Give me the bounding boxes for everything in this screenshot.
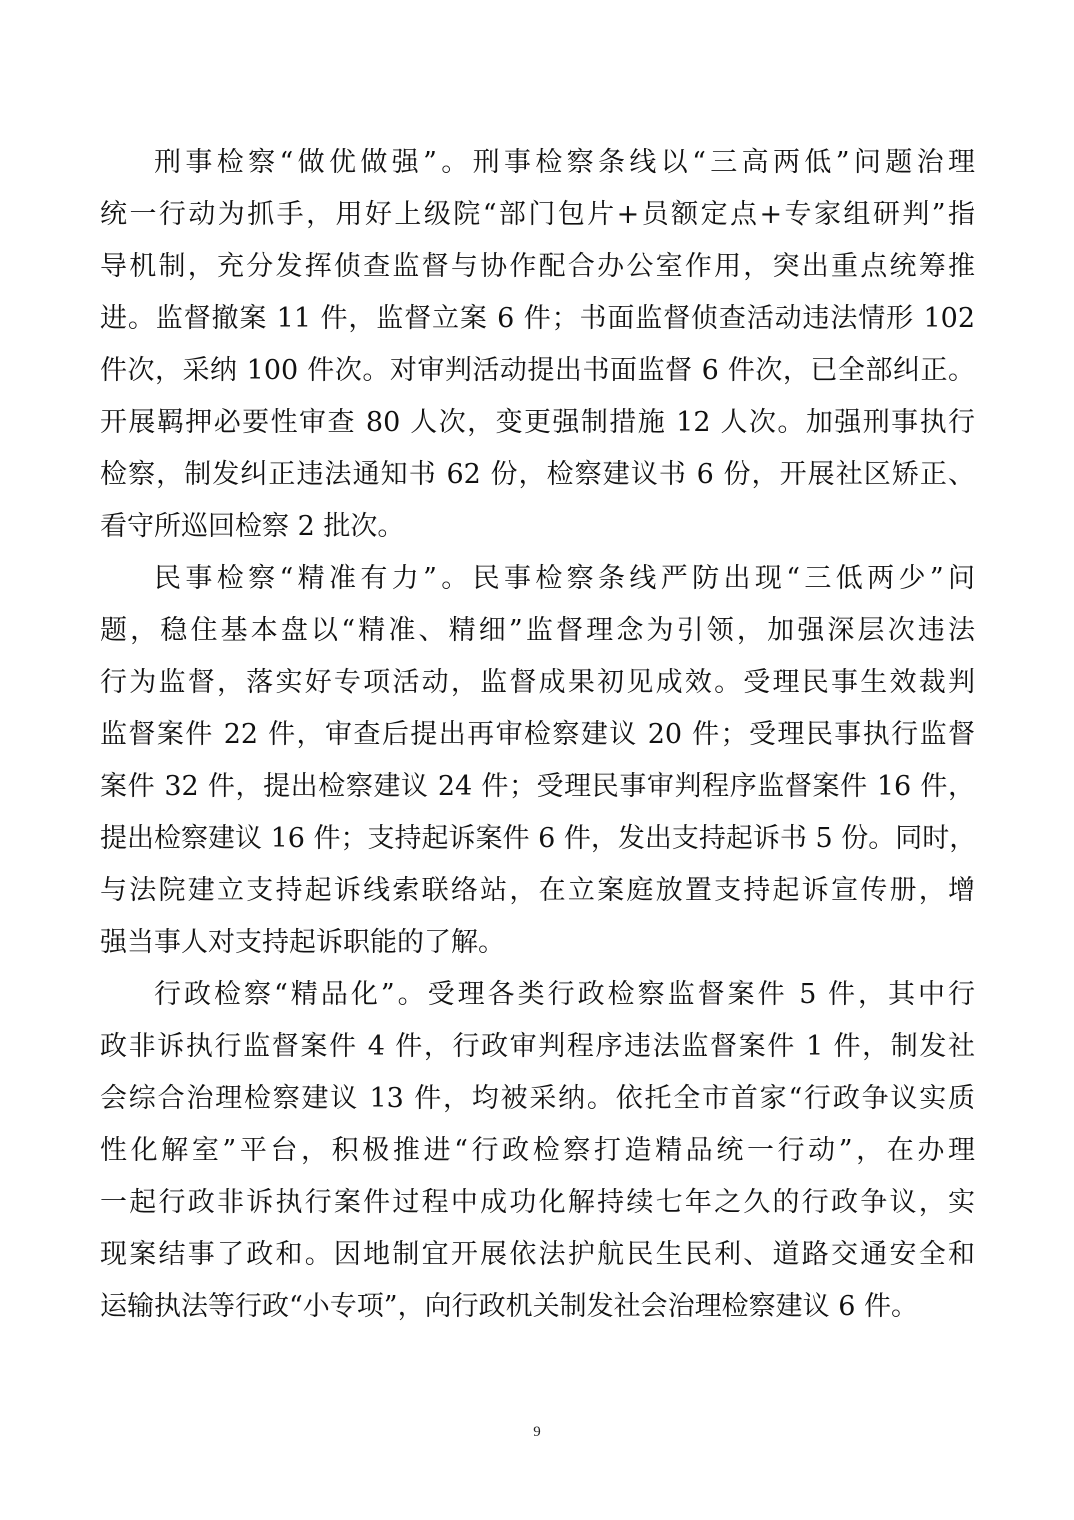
text-line: 强当事人对支持起诉职能的了解。 — [100, 927, 505, 958]
body-text — [100, 137, 975, 1333]
text-line: 件次，采纳 100 件次。对审判活动提出书面监督 6 件次，已全部纠正。 — [100, 355, 975, 386]
text-line: 一起行政非诉执行案件过程中成功化解持续七年之久的行政争议，实 — [100, 1187, 975, 1218]
text-line: 会综合治理检察建议 13 件，均被采纳。依托全市首家“行政争议实质 — [100, 1083, 975, 1114]
text-line: 运输执法等行政“小专项”，向行政机关制发社会治理检察建议 6 件。 — [100, 1291, 918, 1322]
text-line: 行为监督，落实好专项活动，监督成果初见成效。受理民事生效裁判 — [100, 667, 975, 698]
text-line: 题，稳住基本盘以“精准、精细”监督理念为引领，加强深层次违法 — [100, 615, 975, 646]
page-number: 9 — [533, 1424, 541, 1440]
text-line: 进。监督撤案 11 件，监督立案 6 件；书面监督侦查活动违法情形 102 — [100, 303, 975, 334]
text-line: 导机制，充分发挥侦查监督与协作配合办公室作用，突出重点统筹推 — [100, 251, 975, 282]
text-line: 性化解室”平台，积极推进“行政检察打造精品统一行动”，在办理 — [100, 1135, 975, 1166]
text-line: 提出检察建议 16 件；支持起诉案件 6 件，发出支持起诉书 5 份。同时， — [100, 823, 977, 854]
paragraph-administrative-procuratorate — [100, 969, 975, 1333]
paragraph-civil-procuratorate — [100, 553, 975, 969]
text-line: 案件 32 件，提出检察建议 24 件；受理民事审判程序监督案件 16 件， — [100, 771, 975, 802]
text-line: 开展羁押必要性审查 80 人次，变更强制措施 12 人次。加强刑事执行 — [100, 407, 975, 438]
text-line: 检察，制发纠正违法通知书 62 份，检察建议书 6 份，开展社区矫正、 — [100, 459, 975, 490]
text-line: 刑事检察“做优做强”。刑事检察条线以“三高两低”问题治理 — [154, 147, 975, 178]
text-line: 行政检察“精品化”。受理各类行政检察监督案件 5 件，其中行 — [154, 979, 975, 1010]
text-line: 现案结事了政和。因地制宜开展依法护航民生民利、道路交通安全和 — [100, 1239, 975, 1270]
text-line: 监督案件 22 件，审查后提出再审检察建议 20 件；受理民事执行监督 — [100, 719, 975, 750]
text-line: 看守所巡回检察 2 批次。 — [100, 511, 405, 542]
text-line: 民事检察“精准有力”。民事检察条线严防出现“三低两少”问 — [154, 563, 975, 594]
text-line: 统一行动为抓手，用好上级院“部门包片+员额定点+专家组研判”指 — [100, 199, 975, 230]
text-line: 政非诉执行监督案件 4 件，行政审判程序违法监督案件 1 件，制发社 — [100, 1031, 975, 1062]
paragraph-criminal-procuratorate — [100, 137, 975, 553]
text-line: 与法院建立支持起诉线索联络站，在立案庭放置支持起诉宣传册，增 — [100, 875, 975, 906]
